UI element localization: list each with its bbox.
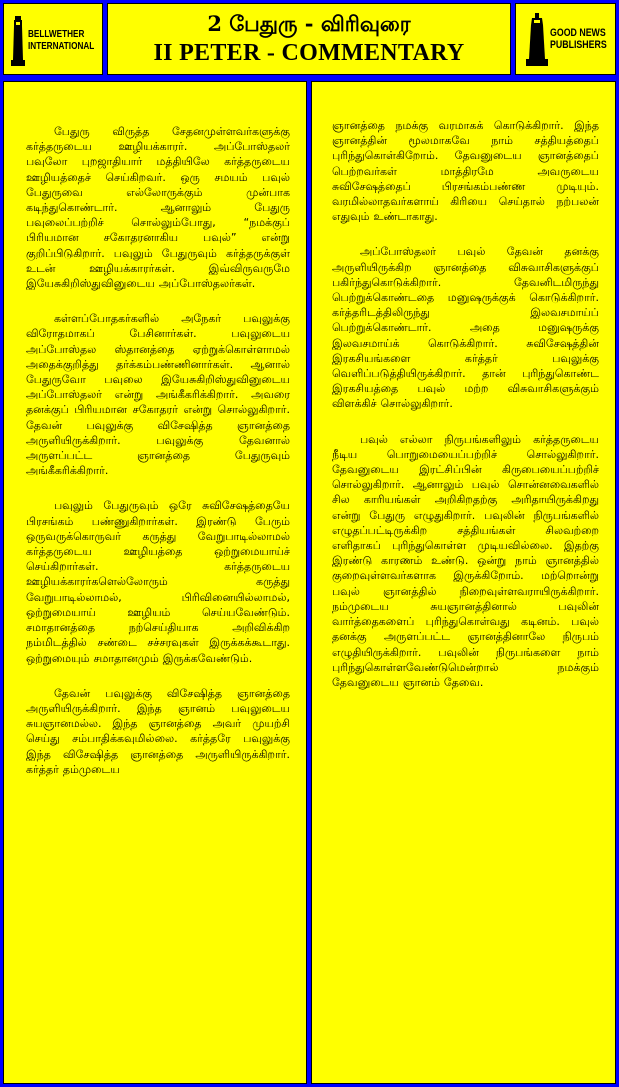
paragraph-text: பவுலும் பேதுருவும் ஒரே சுவிசேஷத்தையே பிரசங்கம் பண்ணுகிறார்கள். இரண்டு பேரும் ஒருவருக்கொருவர் கருத்து வேறுபாடில்லாமல் கர்த்தருடைய ஊழியத்தை ஒற்றுமையாய்ச் செய்கிறார்கள். கர்த்தருடைய ஊழியக்காரர்களெல்லோரும் கருத்து வேறுபாடில்லாமல், பிரிவினையில்லாமல், ஒற்றுமையாய் ஊழியம் செய்யவேண்டும். சமாதானத்தை நற்செய்தியாக அறிவிக்கிற நம்மிடத்தில் சண்டை சச்சரவுகள் இருக்கக்கூடாது. ஒற்றுமையும் சமாதானமும் இருக்கவேண்டும். — [26, 499, 290, 665]
paragraph — [26, 311, 290, 478]
title-box — [107, 3, 511, 75]
tower-icon — [526, 13, 548, 67]
tower-icon — [10, 14, 26, 68]
paragraph-text: அப்போஸ்தலர் பவுல் தேவன் தனக்கு அருளியிருக்கிற ஞானத்தை விசுவாசிகளுக்குப் பகிர்ந்துகொடுக்கிறார். தேவனிடமிருந்து பெற்றுக்கொண்டதை மனுஷருக்குக் கொடுக்கிறார். கர்த்தரிடத்திலிருந்து இலவசமாய்ப் பெற்றுக்கொண்டார். அதை மனுஷருக்கு இலவசமாய்க் கொடுக்கிறார். சுவிசேஷத்தின் இரகசியங்களை கர்த்தர் பவுலுக்கு வெளிப்படுத்தியிருக்கிறார். தான் புரிந்துகொண்ட இரகசியத்தை பவுல் மற்ற விசுவாசிகளுக்கும் விளக்கிச் சொல்லுகிறார். — [332, 245, 599, 411]
paragraph — [332, 432, 599, 690]
paragraph-text: ஞானத்தை நமக்கு வரமாகக் கொடுக்கிறார். இந்த ஞானத்தின் மூலமாகவே நாம் சத்தியத்தைப் புரிந்துகொள்கிறோம். தேவனுடைய ஞானத்தைப் பெற்றவர்கள் மாத்திரமே அவருடைய சுவிசேஷத்தைப் பிரசங்கம்பண்ண முடியும். வரமில்லாதவர்களாய் கிரியை செய்தால் நற்பலன் எதுவும் உண்டாகாது. — [332, 119, 599, 224]
paragraph-text: தேவன் பவுலுக்கு விசேஷித்த ஞானத்தை அருளியிருக்கிறார். இந்த ஞானம் பவுலுடைய சுயஞானமல்ல. இந்த ஞானத்தை அவர் முயற்சி செய்து சம்பாதிக்கவுமில்லை. கர்த்தரே பவுலுக்கு இந்த விசேஷித்த ஞானத்தை அருளியிருக்கிறார். கர்த்தர் தம்முடைய — [26, 686, 290, 776]
paragraph — [26, 124, 290, 291]
logo-left-line1: BELLWETHER — [28, 28, 85, 40]
paragraph-text: கள்ளப்போதகர்களில் அநேகர் பவுலுக்கு விரோதமாகப் பேசினார்கள். பவுலுடைய அப்போஸ்தல ஸ்தானத்தை ஏற்றுக்கொள்ளாமல் அதைக்குறித்து தர்க்கம்பண்ணினார்கள். ஆனால் பேதுருவோ பவுலை இயேசுகிறிஸ்துவினுடைய அப்போஸ்தலர் என்று அங்கீகரிக்கிறார். அவரை தனக்குப் பிரியமான சகோதரர் என்று சொல்லுகிறார். தேவன் பவுலுக்கு விசேஷித்த ஞானத்தை அருளியிருக்கிறார். பவுலுக்கு தேவனால் அருளப்பட்ட ஞானத்தை பேதுருவும் அங்கீகரிக்கிறார். — [26, 312, 290, 478]
bellwether-logo — [3, 3, 103, 75]
left-column — [3, 81, 307, 1084]
paragraph — [26, 686, 290, 777]
title-tamil: 2 பேதுரு - விரிவுரை — [207, 11, 411, 36]
good-news-logo-text — [550, 27, 607, 51]
logo-right-line1: GOOD NEWS — [550, 27, 606, 39]
paragraph-text: பவுல் எல்லா நிருபங்களிலும் கர்த்தருடைய நீடிய பொறுமையைப்பற்றிச் சொல்லுகிறார். தேவனுடைய இரட்சிப்பின் கிருபையைப்பற்றிச் சொல்லுகிறார். ஆனாலும் பவுல் சொன்னவைகளில் சில காரியங்கள் அறிகிறதற்கு அரிதாயிருக்கிறது என்று பேதுரு எழுதுகிறார். பவுலின் நிருபங்களில் எழுதப்பட்டிருக்கிற சத்தியங்கள் சிலவற்றை எளிதாகப் புரிந்துகொள்ள முடியவில்லை. இதற்கு இரண்டு காரணம் உண்டு. ஒன்று நாம் ஞானத்தில் குறைவுள்ளவர்களாக இருக்கிறோம். மற்றொன்று பவுல் ஞானத்தில் நிறைவுள்ளவராயிருக்கிறார். நம்முடைய சுயஞானத்தினால் பவுலின் வார்த்தைகளைப் புரிந்துகொள்வது கடினம். பவுல் தனக்கு அருளப்பட்ட ஞானத்தினாலே நிருபம் எழுதியிருக்கிறார். பவுலின் நிருபங்களை நாம் புரிந்துகொள்ளவேண்டுமென்றால் நமக்கும் தேவனுடைய ஞானம் தேவை. — [332, 432, 599, 689]
paragraph — [332, 244, 599, 411]
logo-right-line2: PUBLISHERS — [550, 39, 607, 51]
paragraph — [26, 498, 290, 665]
logo-left-line2: INTERNATIONAL — [28, 40, 95, 52]
title-english: II PETER - COMMENTARY — [153, 40, 465, 66]
paragraph-text: பேதுரு விருத்த சேதனமுள்ளவர்களுக்கு கர்த்தருடைய ஊழியக்காரர். அப்போஸ்தலர் பவுலோ புறஜாதியார் மத்தியிலே கர்த்தருடைய ஊழியத்தைச் செய்கிறவர். ஒரு சமயம் பவுல் பேதுருவை எல்லோருக்கும் முன்பாக கடிந்துகொண்டார். ஆனாலும் பேதுரு பவுலைப்பற்றிச் சொல்லும்போது, “நமக்குப் பிரியமான சகோதரனாகிய பவுல்” என்று குறிப்பிடுகிறார். பவுலும் பேதுருவும் கர்த்தருக்குள் உடன் ஊழியக்காரர்கள். இவ்விருவருமே இயேசுகிறிஸ்துவினுடைய அப்போஸ்தலர்கள். — [26, 125, 290, 291]
header-bar — [0, 0, 619, 78]
paragraph — [332, 118, 599, 224]
right-column — [311, 81, 616, 1084]
good-news-logo — [515, 3, 616, 75]
bellwether-logo-text — [28, 28, 94, 52]
